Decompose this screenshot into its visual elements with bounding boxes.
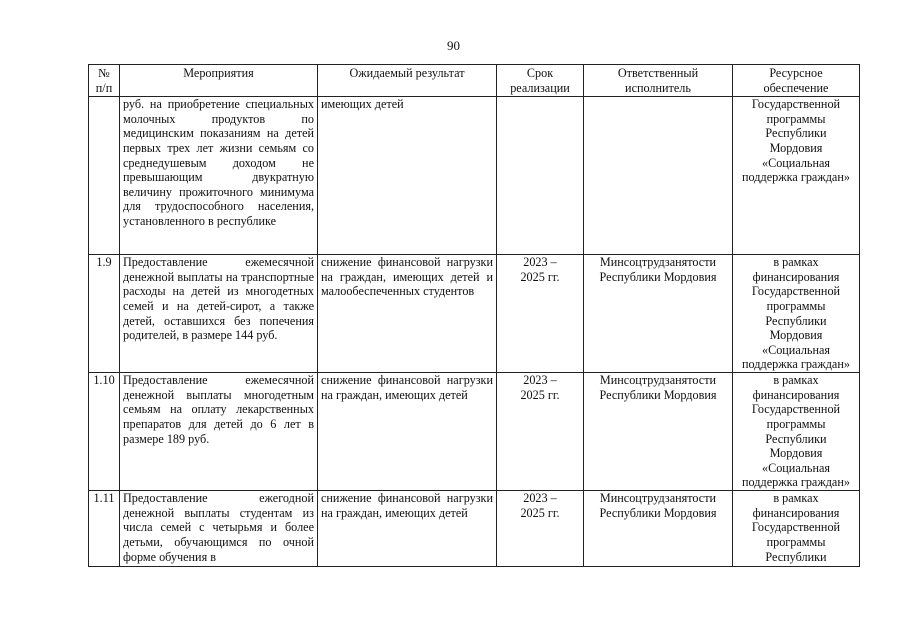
event-cell: Предоставление ежегодной денежной выплаты студентам из числа семей с четырьмя и более детьми, обучающимся по очной форме обучения в: [120, 491, 318, 567]
row-number: 1.11: [89, 491, 120, 567]
result-cell: снижение финансовой нагрузки на граждан, имеющих детей: [318, 373, 497, 491]
resource-cell: Государственной программы Республики Мордовия «Социальная поддержка граждан»: [733, 97, 860, 255]
row-number: [89, 97, 120, 255]
event-cell: руб. на приобретение специальных молочных продуктов по медицинским показаниям на детей первых трех лет жизни семьям со среднедушевым доходом не превышающим двукратную величину прожиточного минимума для трудоспособного населения, установленного в республике: [120, 97, 318, 255]
header-result: Ожидаемый результат: [318, 65, 497, 97]
term-cell: 2023 – 2025 гг.: [497, 491, 584, 567]
measures-table: [88, 64, 860, 567]
event-cell: Предоставление ежемесячной денежной выплаты на транспортные расходы на детей из многодетных семей и на детей-сирот, а также детей, оставшихся без попечения родителей, в размере 144 руб.: [120, 255, 318, 373]
header-executor: Ответственный исполнитель: [584, 65, 733, 97]
executor-cell: Минсоцтрудзанятости Республики Мордовия: [584, 255, 733, 373]
header-resource: Ресурсное обеспечение: [733, 65, 860, 97]
table-row: [89, 491, 860, 567]
table-row: [89, 373, 860, 491]
term-cell: [497, 97, 584, 255]
result-cell: снижение финансовой нагрузки на граждан, имеющих детей и малообеспеченных студентов: [318, 255, 497, 373]
term-cell: 2023 – 2025 гг.: [497, 373, 584, 491]
executor-cell: Минсоцтрудзанятости Республики Мордовия: [584, 373, 733, 491]
term-cell: 2023 – 2025 гг.: [497, 255, 584, 373]
executor-cell: [584, 97, 733, 255]
page-number: 90: [447, 38, 460, 53]
resource-cell: в рамках финансирования Государственной программы Республики Мордовия «Социальная поддержка граждан»: [733, 373, 860, 491]
header-num: № п/п: [89, 65, 120, 97]
table-header-row: [89, 65, 860, 97]
result-cell: имеющих детей: [318, 97, 497, 255]
row-number: 1.9: [89, 255, 120, 373]
resource-cell: в рамках финансирования Государственной программы Республики: [733, 491, 860, 567]
resource-cell: в рамках финансирования Государственной программы Республики Мордовия «Социальная поддержка граждан»: [733, 255, 860, 373]
header-term: Срок реализации: [497, 65, 584, 97]
event-cell: Предоставление ежемесячной денежной выплаты многодетным семьям на оплату лекарственных препаратов для детей до 6 лет в размере 189 руб.: [120, 373, 318, 491]
executor-cell: Минсоцтрудзанятости Республики Мордовия: [584, 491, 733, 567]
result-cell: снижение финансовой нагрузки на граждан, имеющих детей: [318, 491, 497, 567]
header-event: Мероприятия: [120, 65, 318, 97]
row-number: 1.10: [89, 373, 120, 491]
table-row: [89, 255, 860, 373]
table-row: [89, 97, 860, 255]
